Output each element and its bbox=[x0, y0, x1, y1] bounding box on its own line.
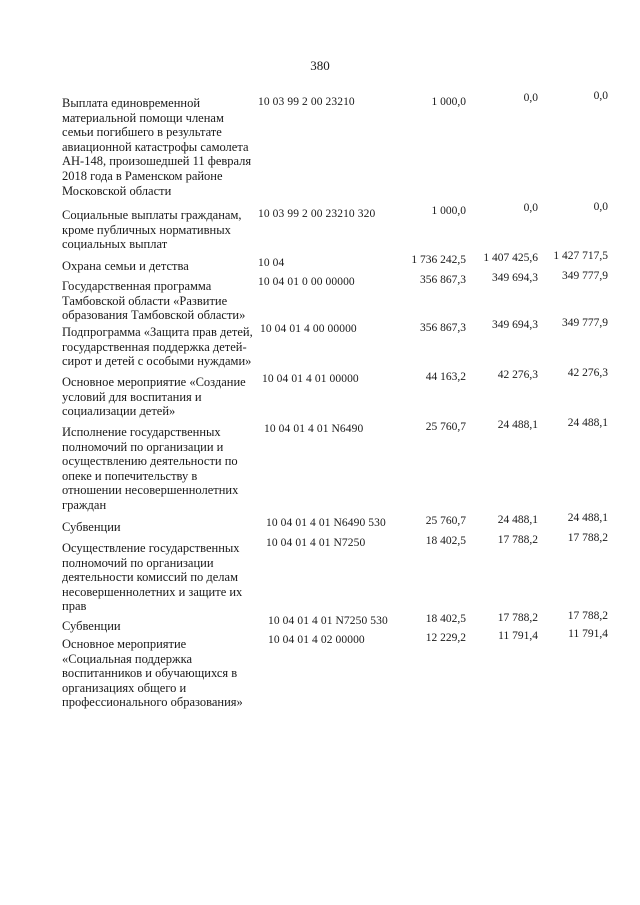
row-value-1: 25 760,7 bbox=[425, 515, 466, 527]
row-value-2: 42 276,3 bbox=[497, 369, 538, 381]
row-value-1: 1 736 242,5 bbox=[411, 254, 466, 266]
row-value-3: 1 427 717,5 bbox=[553, 250, 608, 262]
row-code: 10 04 01 4 01 N6490 bbox=[264, 423, 364, 435]
row-name: Исполнение государственных полномочий по организации и осуществлению деятельности по опеке и попечительству в отношении несовершеннолетних граждан bbox=[62, 425, 239, 512]
row-value-2: 24 488,1 bbox=[497, 514, 538, 526]
row-value-3: 11 791,4 bbox=[568, 628, 608, 640]
row-value-1: 356 867,3 bbox=[420, 322, 466, 334]
row-code: 10 04 01 4 02 00000 bbox=[268, 634, 365, 646]
row-code: 10 04 01 4 01 N6490 530 bbox=[266, 517, 386, 529]
row-value-3: 349 777,9 bbox=[562, 270, 608, 282]
row-name: Выплата единовременной материальной помощи членам семьи погибшего в результате авиационной катастрофы самолета АН-148, произошедшей 11 февраля 2018 года в Раменском районе Московской области bbox=[62, 96, 252, 198]
row-name: Субвенции bbox=[62, 520, 121, 534]
row-value-1: 44 163,2 bbox=[425, 371, 466, 383]
row-name: Подпрограмма «Защита прав детей, государственная поддержка детей-сирот и детей с особыми нуждами» bbox=[62, 325, 253, 369]
row-value-1: 1 000,0 bbox=[431, 96, 466, 108]
row-value-1: 18 402,5 bbox=[425, 613, 466, 625]
row-value-3: 24 488,1 bbox=[567, 417, 608, 429]
row-code: 10 03 99 2 00 23210 320 bbox=[258, 208, 376, 220]
row-code: 10 04 01 0 00 00000 bbox=[258, 276, 355, 288]
row-value-2: 17 788,2 bbox=[497, 534, 538, 546]
row-code: 10 03 99 2 00 23210 bbox=[258, 96, 355, 108]
row-value-3: 24 488,1 bbox=[567, 512, 608, 524]
row-value-3: 0,0 bbox=[593, 90, 608, 102]
row-code: 10 04 bbox=[258, 257, 285, 269]
row-value-2: 349 694,3 bbox=[492, 272, 538, 284]
row-name: Социальные выплаты гражданам, кроме публичных нормативных социальных выплат bbox=[62, 208, 242, 252]
row-value-2: 1 407 425,6 bbox=[483, 252, 538, 264]
row-value-3: 17 788,2 bbox=[567, 532, 608, 544]
row-name: Осуществление государственных полномочий по организации деятельности комиссий по делам несовершеннолетних и защите их прав bbox=[62, 541, 243, 614]
row-code: 10 04 01 4 00 00000 bbox=[260, 323, 357, 335]
row-name: Субвенции bbox=[62, 619, 121, 633]
row-name: Основное мероприятие «Социальная поддержка воспитанников и обучающихся в организациях общего и профессионального образования» bbox=[62, 637, 243, 710]
row-name: Государственная программа Тамбовской области «Развитие образования Тамбовской области» bbox=[62, 279, 246, 323]
row-value-3: 0,0 bbox=[593, 201, 608, 213]
row-value-1: 18 402,5 bbox=[425, 535, 466, 547]
row-name: Охрана семьи и детства bbox=[62, 259, 189, 273]
row-code: 10 04 01 4 01 N7250 bbox=[266, 537, 366, 549]
page-number: 380 bbox=[310, 58, 330, 73]
row-value-1: 12 229,2 bbox=[425, 632, 466, 644]
row-value-2: 0,0 bbox=[523, 92, 538, 104]
row-value-1: 356 867,3 bbox=[420, 274, 466, 286]
row-value-3: 349 777,9 bbox=[562, 317, 608, 329]
row-value-3: 42 276,3 bbox=[567, 367, 608, 379]
row-value-2: 17 788,2 bbox=[497, 612, 538, 624]
row-code: 10 04 01 4 01 00000 bbox=[262, 373, 359, 385]
row-value-1: 1 000,0 bbox=[431, 205, 466, 217]
row-value-1: 25 760,7 bbox=[425, 421, 466, 433]
row-value-2: 24 488,1 bbox=[497, 419, 538, 431]
row-value-2: 11 791,4 bbox=[498, 630, 538, 642]
row-value-3: 17 788,2 bbox=[567, 610, 608, 622]
row-value-2: 349 694,3 bbox=[492, 319, 538, 331]
row-name: Основное мероприятие «Создание условий для воспитания и социализации детей» bbox=[62, 375, 246, 419]
row-code: 10 04 01 4 01 N7250 530 bbox=[268, 615, 388, 627]
row-value-2: 0,0 bbox=[523, 202, 538, 214]
